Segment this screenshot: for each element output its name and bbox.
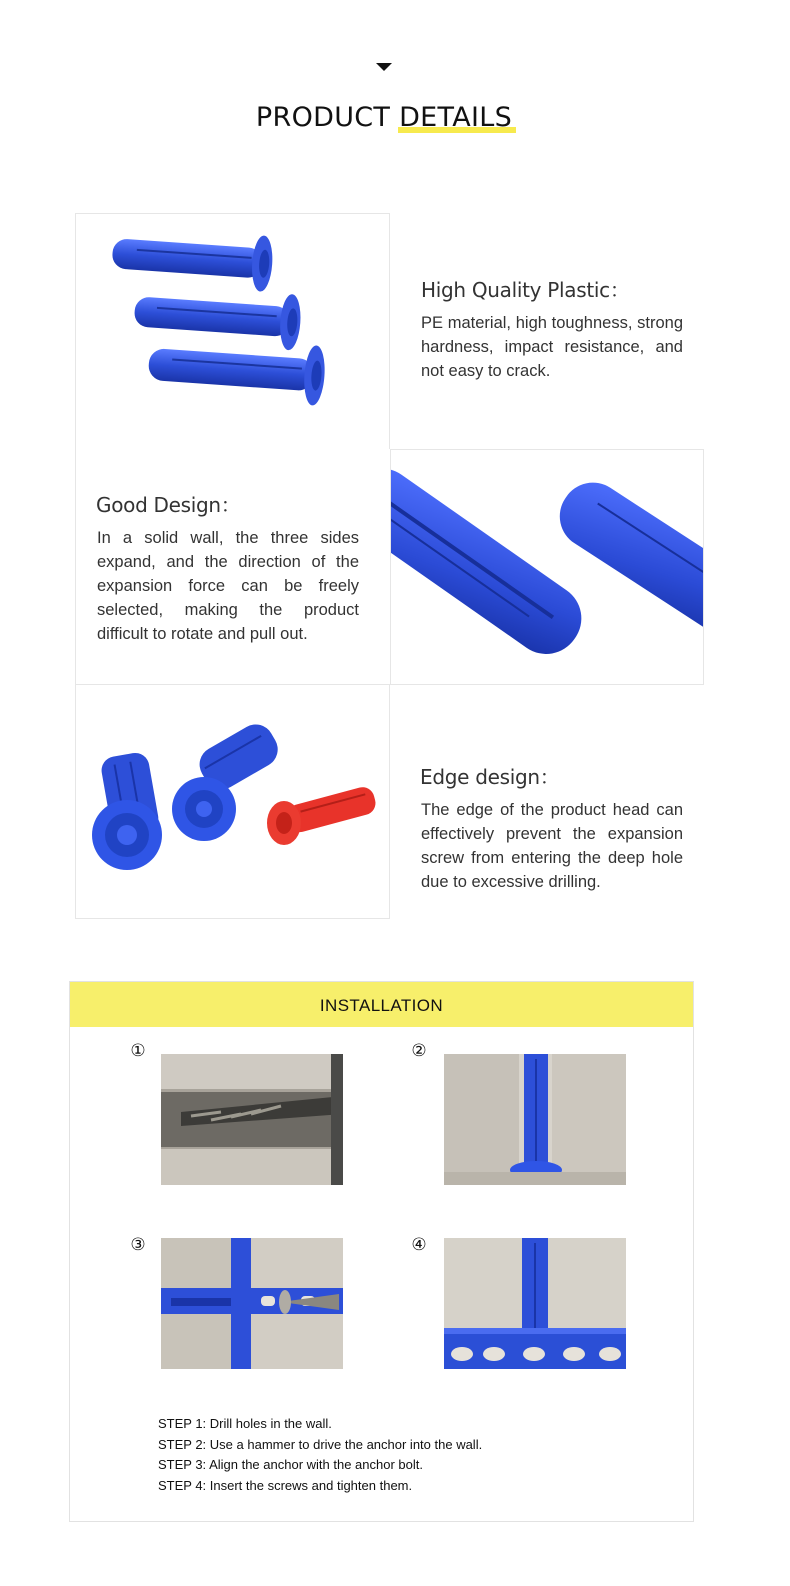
step-image-tighten-screws	[444, 1238, 626, 1369]
step-text-3: STEP 3: Align the anchor with the anchor bolt.	[158, 1457, 423, 1473]
step-text-1: STEP 1: Drill holes in the wall.	[158, 1416, 332, 1431]
step-image-hammer-anchor	[444, 1054, 626, 1185]
feature-text-design: In a solid wall, the three sides expand, and the direction of the expansion force can be freely selected, making the product difficult to rotate and pull out.	[97, 529, 359, 643]
feature-text-plastic: PE material, high toughness, strong hardness, impact resistance, and not easy to crack.	[421, 314, 683, 380]
installation-title: INSTALLATION	[70, 982, 693, 1027]
product-image-anchor-closeup	[390, 449, 704, 685]
step-text-4: STEP 4: Insert the screws and tighten them.	[158, 1478, 413, 1494]
step-number-3: ③	[130, 1235, 146, 1255]
product-image-three-anchors	[75, 213, 390, 450]
step-text-2: STEP 2: Use a hammer to drive the anchor into the wall.	[158, 1436, 483, 1452]
step-image-align-bolt	[161, 1238, 343, 1369]
product-image-edge-anchors	[75, 684, 390, 919]
down-arrow-icon	[376, 63, 392, 71]
feature-text-edge: The edge of the product head can effectively prevent the expansion screw from entering the deep hole due to excessive drilling.	[421, 801, 683, 891]
installation-steps	[158, 1414, 482, 1497]
feature-heading-plastic: High Quality Plastic：	[421, 278, 630, 302]
feature-heading-design: Good Design：	[96, 493, 241, 517]
page-title: PRODUCT DETAILS	[255, 102, 513, 133]
step-number-2: ②	[411, 1041, 427, 1061]
step-number-1: ①	[130, 1041, 146, 1061]
step-image-drill	[161, 1054, 343, 1185]
step-number-4: ④	[411, 1235, 427, 1255]
feature-heading-edge: Edge design：	[420, 765, 560, 789]
